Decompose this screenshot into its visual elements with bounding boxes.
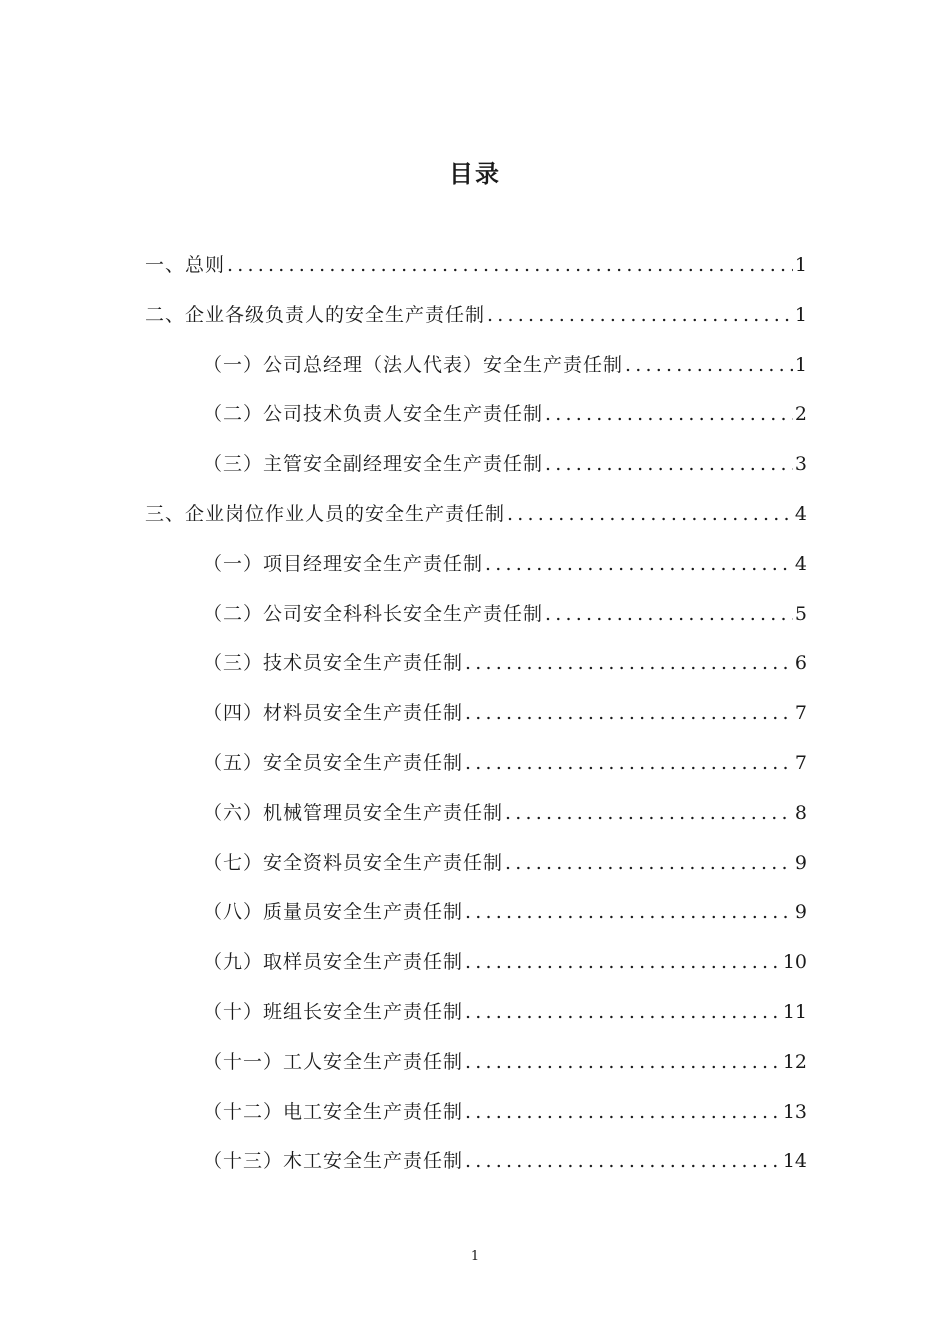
toc-entry-page: 4 <box>794 552 807 575</box>
toc-entry[interactable] <box>145 295 807 345</box>
table-of-contents <box>145 245 807 1191</box>
toc-entry-label: （五）安全员安全生产责任制 <box>203 751 464 774</box>
toc-dot-leader <box>545 444 793 484</box>
toc-entry-label: （十二）电工安全生产责任制 <box>203 1100 464 1123</box>
toc-entry[interactable] <box>145 494 807 544</box>
toc-dot-leader <box>545 394 793 434</box>
toc-entry-page: 4 <box>794 502 807 525</box>
toc-dot-leader <box>485 544 793 584</box>
toc-dot-leader <box>465 1141 781 1181</box>
toc-entry-label: 三、企业岗位作业人员的安全生产责任制 <box>145 502 506 525</box>
toc-entry[interactable] <box>145 444 807 494</box>
toc-entry-page: 1 <box>794 254 807 276</box>
toc-entry[interactable] <box>145 892 807 942</box>
toc-dot-leader <box>487 295 793 335</box>
toc-entry[interactable] <box>145 594 807 644</box>
toc-entry-label: （八）质量员安全生产责任制 <box>203 901 464 924</box>
toc-entry-label: （一）公司总经理（法人代表）安全生产责任制 <box>203 353 624 376</box>
toc-entry-page: 8 <box>794 801 807 824</box>
toc-entry[interactable] <box>145 345 807 395</box>
toc-entry-label: （一）项目经理安全生产责任制 <box>203 552 484 575</box>
toc-dot-leader <box>465 1092 781 1132</box>
toc-entry-label: （六）机械管理员安全生产责任制 <box>203 801 504 824</box>
toc-entry[interactable] <box>145 1042 807 1092</box>
toc-entry[interactable] <box>145 394 807 444</box>
toc-entry-label: （三）主管安全副经理安全生产责任制 <box>203 453 544 476</box>
toc-dot-leader <box>465 643 793 683</box>
toc-entry-label: （十）班组长安全生产责任制 <box>203 1000 464 1023</box>
toc-entry-label: （九）取样员安全生产责任制 <box>203 951 464 974</box>
toc-dot-leader <box>465 892 793 932</box>
toc-entry-page: 11 <box>782 1000 807 1023</box>
toc-entry[interactable] <box>145 942 807 992</box>
toc-entry-page: 9 <box>794 851 807 874</box>
toc-entry-page: 14 <box>782 1150 807 1173</box>
toc-dot-leader <box>505 793 793 833</box>
toc-entry-page: 1 <box>794 353 807 376</box>
toc-entry-label: （二）公司技术负责人安全生产责任制 <box>203 403 544 426</box>
toc-entry-page: 9 <box>794 901 807 924</box>
toc-entry-page: 2 <box>794 403 807 426</box>
toc-entry-label: 二、企业各级负责人的安全生产责任制 <box>145 303 486 326</box>
toc-entry[interactable] <box>145 245 807 295</box>
toc-entry[interactable] <box>145 1092 807 1142</box>
toc-entry-label: （十一）工人安全生产责任制 <box>203 1050 464 1073</box>
toc-entry[interactable] <box>145 643 807 693</box>
toc-entry[interactable] <box>145 544 807 594</box>
toc-entry-page: 12 <box>782 1050 807 1073</box>
toc-entry-page: 5 <box>794 602 807 625</box>
toc-entry[interactable] <box>145 992 807 1042</box>
toc-dot-leader <box>465 743 793 783</box>
toc-entry-label: （二）公司安全科科长安全生产责任制 <box>203 602 544 625</box>
toc-entry-page: 6 <box>794 652 807 675</box>
toc-entry[interactable] <box>145 793 807 843</box>
toc-dot-leader <box>465 693 793 733</box>
toc-entry[interactable] <box>145 843 807 893</box>
toc-entry-label: 一、总则 <box>145 254 226 276</box>
toc-entry-label: （四）材料员安全生产责任制 <box>203 702 464 725</box>
toc-entry-page: 7 <box>794 702 807 725</box>
toc-dot-leader <box>465 1042 781 1082</box>
toc-entry[interactable] <box>145 1141 807 1191</box>
toc-entry-page: 10 <box>782 951 807 974</box>
toc-entry-label: （三）技术员安全生产责任制 <box>203 652 464 675</box>
toc-dot-leader <box>625 345 793 385</box>
toc-dot-leader <box>507 494 793 534</box>
toc-entry-page: 13 <box>782 1100 807 1123</box>
toc-dot-leader <box>465 992 781 1032</box>
toc-dot-leader <box>465 942 781 982</box>
toc-entry-label: （七）安全资料员安全生产责任制 <box>203 851 504 874</box>
toc-entry-page: 1 <box>794 303 807 326</box>
toc-entry[interactable] <box>145 743 807 793</box>
page-number: 1 <box>470 1249 480 1264</box>
toc-entry-label: （十三）木工安全生产责任制 <box>203 1150 464 1173</box>
toc-entry-page: 3 <box>794 453 807 476</box>
toc-dot-leader <box>545 594 793 634</box>
page-title: 目录 <box>449 160 501 188</box>
toc-entry-page: 7 <box>794 751 807 774</box>
toc-dot-leader <box>505 843 793 883</box>
toc-entry[interactable] <box>145 693 807 743</box>
toc-dot-leader <box>227 245 793 285</box>
